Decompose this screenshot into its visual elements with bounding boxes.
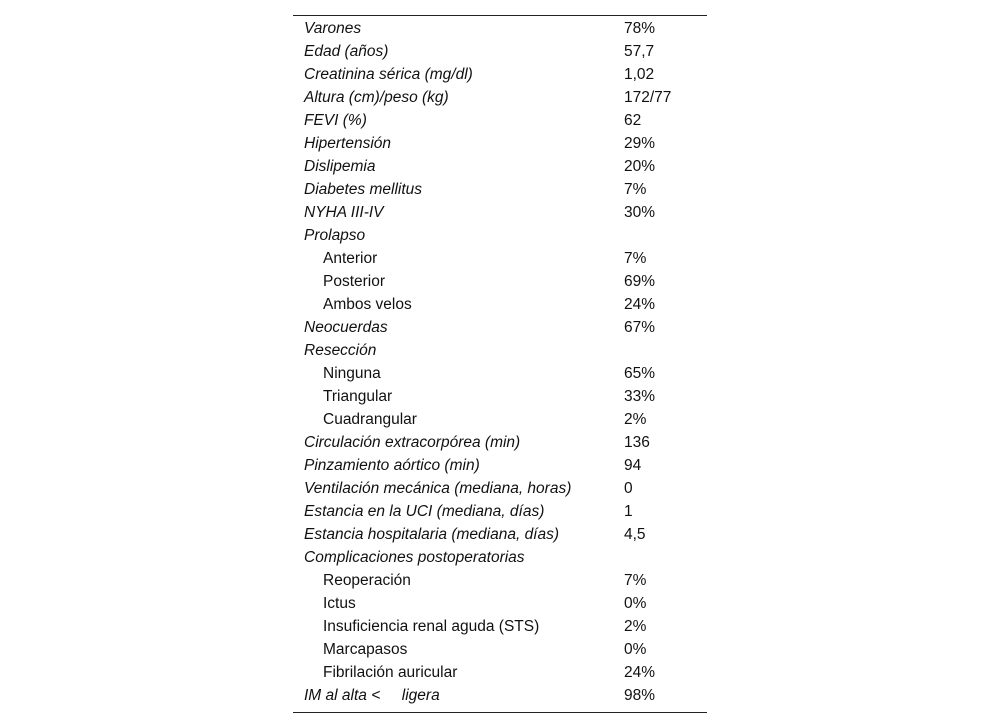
row-value: 4,5 [624, 526, 646, 543]
row-value: 1,02 [624, 66, 655, 83]
row-label: Pinzamiento aórtico (min) [304, 457, 480, 474]
row-label: Cuadrangular [323, 411, 417, 428]
row-value: 24% [624, 296, 656, 313]
table-row [293, 546, 707, 569]
row-value: 69% [624, 273, 656, 290]
row-label: Altura (cm)/peso (kg) [304, 89, 449, 106]
table-row [293, 684, 707, 707]
row-value: 136 [624, 434, 650, 451]
row-value: 2% [624, 411, 647, 428]
row-label: Estancia hospitalaria (mediana, días) [304, 526, 560, 543]
row-value: 0 [624, 480, 633, 497]
row-label: Insuficiencia renal aguda (STS) [323, 618, 540, 635]
table-row [293, 201, 707, 224]
row-label: Estancia en la UCI (mediana, días) [304, 503, 545, 520]
row-value: 1 [624, 503, 633, 520]
row-label: Dislipemia [304, 158, 376, 175]
row-value: 29% [624, 135, 656, 152]
data-table [293, 15, 707, 713]
table-body [293, 17, 707, 707]
row-label: Ventilación mecánica (mediana, horas) [304, 480, 572, 497]
row-value: 78% [624, 20, 656, 37]
row-value: 65% [624, 365, 656, 382]
row-label: Creatinina sérica (mg/dl) [304, 66, 473, 83]
row-value: 94 [624, 457, 642, 474]
table-row [293, 638, 707, 661]
table-row [293, 316, 707, 339]
row-value: 67% [624, 319, 656, 336]
table-row [293, 500, 707, 523]
row-value: 98% [624, 687, 656, 704]
row-label: Triangular [323, 388, 393, 405]
row-label: Varones [304, 20, 362, 37]
row-label: Fibrilación auricular [323, 664, 458, 681]
table-row [293, 132, 707, 155]
row-label: Ambos velos [323, 296, 412, 313]
row-label: Circulación extracorpórea (min) [304, 434, 521, 451]
table-row [293, 661, 707, 684]
row-label: Diabetes mellitus [304, 181, 423, 198]
row-label: Complicaciones postoperatorias [304, 549, 525, 566]
row-label: NYHA III-IV [304, 204, 384, 221]
row-value: 57,7 [624, 43, 655, 60]
row-value: 2% [624, 618, 647, 635]
table-row [293, 339, 707, 362]
row-label: Anterior [323, 250, 378, 267]
table-row [293, 293, 707, 316]
table-row [293, 408, 707, 431]
row-value: 0% [624, 595, 647, 612]
row-label: Marcapasos [323, 641, 408, 658]
table-row [293, 178, 707, 201]
table-row [293, 40, 707, 63]
table-row [293, 385, 707, 408]
table-row [293, 63, 707, 86]
row-label: Edad (años) [304, 43, 389, 60]
row-label: Neocuerdas [304, 319, 388, 336]
row-label: Hipertensión [304, 135, 392, 152]
table-row [293, 569, 707, 592]
table-row [293, 247, 707, 270]
row-label: Ninguna [323, 365, 381, 382]
table-row [293, 270, 707, 293]
table-row [293, 109, 707, 132]
row-label: Reoperación [323, 572, 411, 589]
row-value: 30% [624, 204, 656, 221]
table-row [293, 431, 707, 454]
table-row [293, 155, 707, 178]
table-row [293, 362, 707, 385]
row-label: Posterior [323, 273, 386, 290]
row-value: 33% [624, 388, 656, 405]
row-value: 172/77 [624, 89, 672, 106]
table-row [293, 477, 707, 500]
row-label: IM al alta < ligera [304, 687, 440, 704]
row-value: 7% [624, 250, 647, 267]
table-row [293, 615, 707, 638]
table-row [293, 17, 707, 40]
table-row [293, 224, 707, 247]
table-row [293, 454, 707, 477]
row-value: 24% [624, 664, 656, 681]
row-value: 20% [624, 158, 656, 175]
row-value: 7% [624, 572, 647, 589]
table-row [293, 592, 707, 615]
row-label: Resección [304, 342, 377, 359]
row-value: 7% [624, 181, 647, 198]
row-value: 62 [624, 112, 642, 129]
row-label: FEVI (%) [304, 112, 367, 129]
table-row [293, 523, 707, 546]
row-label: Ictus [323, 595, 356, 612]
row-value: 0% [624, 641, 647, 658]
table-row [293, 86, 707, 109]
row-label: Prolapso [304, 227, 366, 244]
